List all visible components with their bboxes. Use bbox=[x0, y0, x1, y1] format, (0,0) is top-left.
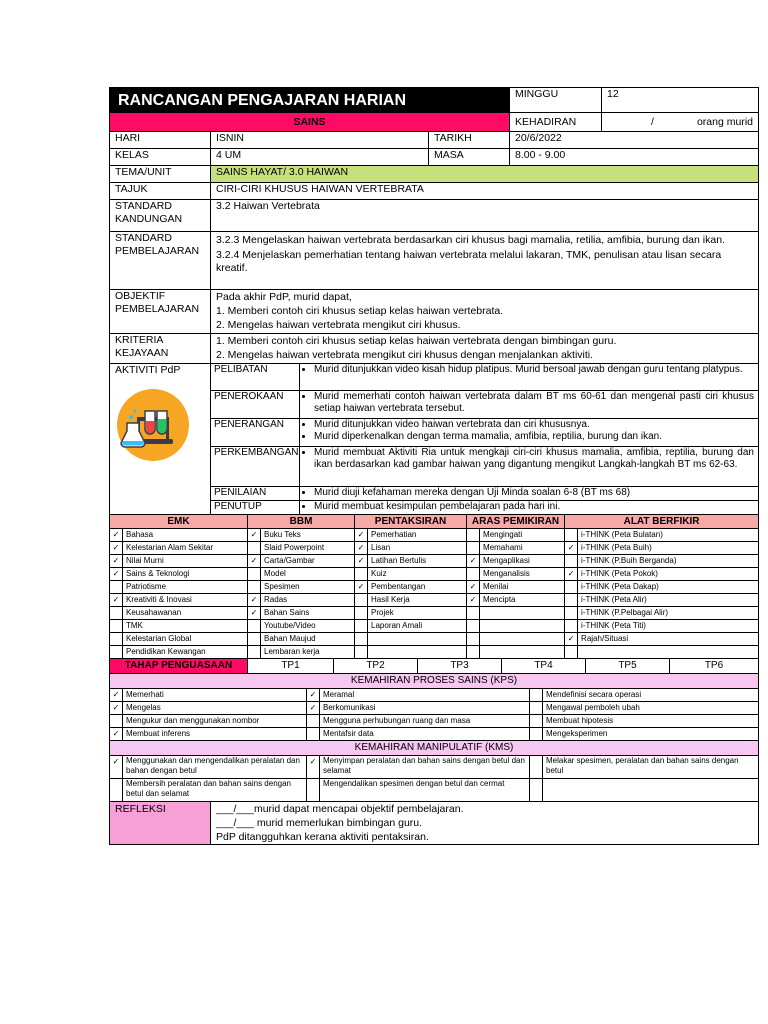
kps-item-label: Mengukur dan menggunakan nombor bbox=[123, 715, 307, 728]
checkmark-icon[interactable]: ✓ bbox=[110, 542, 123, 555]
checkmark-icon[interactable]: ✓ bbox=[307, 702, 320, 715]
tema-value: SAINS HAYAT/ 3.0 HAIWAN bbox=[211, 166, 759, 183]
kms-item-label: Menyimpan peralatan dan bahan sains dengan betul dan selamat bbox=[320, 756, 530, 779]
grid-item-label: Mengaplikasi bbox=[480, 555, 565, 568]
sk-label: STANDARD KANDUNGAN bbox=[110, 200, 211, 232]
penutup-body bbox=[300, 501, 759, 515]
checkmark-icon[interactable] bbox=[110, 607, 123, 620]
checkmark-icon[interactable]: ✓ bbox=[110, 689, 123, 702]
tp-4[interactable]: TP4 bbox=[502, 659, 586, 674]
lesson-plan-sheet bbox=[109, 87, 758, 845]
checkmark-icon[interactable]: ✓ bbox=[467, 594, 480, 607]
checkmark-icon[interactable]: ✓ bbox=[248, 594, 261, 607]
checkmark-icon[interactable] bbox=[307, 728, 320, 741]
checkmark-icon[interactable]: ✓ bbox=[307, 756, 320, 779]
grid-row bbox=[110, 607, 759, 620]
grid-item-label: Spesimen bbox=[261, 581, 355, 594]
grid-header-row bbox=[110, 515, 759, 529]
sk-value: 3.2 Haiwan Vertebrata bbox=[211, 200, 759, 232]
kms-table bbox=[109, 740, 759, 802]
penerokaan-body bbox=[300, 391, 759, 419]
checkmark-icon[interactable]: ✓ bbox=[110, 702, 123, 715]
grid-item-label bbox=[578, 646, 759, 659]
grid-item-label: Kuiz bbox=[368, 568, 467, 581]
grid-row bbox=[110, 581, 759, 594]
pelibatan-label: PELIBATAN bbox=[211, 364, 300, 391]
kps-item-label: Membuat inferens bbox=[123, 728, 307, 741]
kps-item-label: Mendefinisi secara operasi bbox=[543, 689, 759, 702]
grid-item-label: Kelestarian Global bbox=[123, 633, 248, 646]
checkmark-icon[interactable] bbox=[467, 620, 480, 633]
grid-row bbox=[110, 529, 759, 542]
kk-label: KRITERIA KEJAYAAN bbox=[110, 334, 211, 364]
pelibatan-body bbox=[300, 364, 759, 391]
obj-label: OBJEKTIF PEMBELAJARAN bbox=[110, 290, 211, 334]
kps-item-label: Mentafsir data bbox=[320, 728, 530, 741]
checkmark-icon[interactable] bbox=[248, 646, 261, 659]
grid-item-label: Latihan Bertulis bbox=[368, 555, 467, 568]
checkmark-icon[interactable] bbox=[530, 779, 543, 802]
minggu-value: 12 bbox=[602, 88, 759, 113]
checkmark-icon[interactable]: ✓ bbox=[355, 542, 368, 555]
checkmark-icon[interactable]: ✓ bbox=[565, 542, 578, 555]
checkmark-icon[interactable]: ✓ bbox=[248, 607, 261, 620]
checkmark-icon[interactable]: ✓ bbox=[248, 529, 261, 542]
grid-item-label: Bahan Maujud bbox=[261, 633, 355, 646]
grid-item-label: Pemerhatian bbox=[368, 529, 467, 542]
grid-head-pentaksiran: PENTAKSIRAN bbox=[355, 515, 467, 529]
checkmark-icon[interactable] bbox=[565, 620, 578, 633]
grid-item-label: Kelestarian Alam Sekitar bbox=[123, 542, 248, 555]
checkmark-icon[interactable] bbox=[248, 542, 261, 555]
grid-item-label: Bahan Sains bbox=[261, 607, 355, 620]
checkmark-icon[interactable] bbox=[467, 568, 480, 581]
penerangan-label: PENERANGAN bbox=[211, 419, 300, 447]
aktiviti-table bbox=[109, 363, 759, 515]
checkmark-icon[interactable] bbox=[565, 607, 578, 620]
grid-row bbox=[110, 594, 759, 607]
grid-item-label: TMK bbox=[123, 620, 248, 633]
elements-grid bbox=[109, 514, 759, 659]
hari-label: HARI bbox=[110, 132, 211, 149]
checkmark-icon[interactable] bbox=[530, 715, 543, 728]
kms-item-label: Mengendalikan spesimen dengan betul dan cermat bbox=[320, 779, 530, 802]
grid-item-label: Lembaran kerja bbox=[261, 646, 355, 659]
grid-item-label: Sains & Teknologi bbox=[123, 568, 248, 581]
checkmark-icon[interactable]: ✓ bbox=[110, 594, 123, 607]
sp-line-1: 3.2.3 Mengelaskan haiwan vertebrata berdasarkan ciri khusus bagi mamalia, retilia, amfibia, burung dan ikan. bbox=[216, 234, 725, 246]
checkmark-icon[interactable] bbox=[530, 728, 543, 741]
tajuk-value: CIRI-CIRI KHUSUS HAIWAN VERTEBRATA bbox=[211, 183, 759, 200]
checkmark-icon[interactable] bbox=[565, 581, 578, 594]
checkmark-icon[interactable] bbox=[248, 568, 261, 581]
refleksi-line-1: ___/___murid dapat mencapai objektif pembelajaran. bbox=[216, 803, 464, 815]
page-title: RANCANGAN PENGAJARAN HARIAN bbox=[110, 88, 510, 113]
grid-item-label bbox=[480, 646, 565, 659]
checkmark-icon[interactable] bbox=[355, 607, 368, 620]
grid-item-label: i-THINK (Peta Titi) bbox=[578, 620, 759, 633]
kehadiran-value bbox=[602, 113, 759, 132]
grid-item-label: Memahami bbox=[480, 542, 565, 555]
grid-head-alat: ALAT BERFIKIR bbox=[565, 515, 759, 529]
grid-item-label bbox=[368, 646, 467, 659]
hari-value: ISNIN bbox=[211, 132, 429, 149]
kps-row bbox=[110, 715, 759, 728]
masa-label: MASA bbox=[429, 149, 510, 166]
science-icon-wrap bbox=[115, 377, 205, 463]
checkmark-icon[interactable] bbox=[467, 607, 480, 620]
kps-title: KEMAHIRAN PROSES SAINS (KPS) bbox=[110, 674, 759, 689]
grid-item-label: Lisan bbox=[368, 542, 467, 555]
subject-banner: SAINS bbox=[110, 113, 510, 132]
penilaian-item: • Murid diuji kefahaman mereka dengan Uji Minda soalan 6-8 (BT ms 68) bbox=[314, 487, 754, 499]
tp-3[interactable]: TP3 bbox=[418, 659, 502, 674]
kehadiran-label: KEHADIRAN bbox=[510, 113, 602, 132]
checkmark-icon[interactable] bbox=[110, 715, 123, 728]
aktiviti-label: AKTIVITI PdP bbox=[115, 364, 181, 376]
grid-item-label: Hasil Kerja bbox=[368, 594, 467, 607]
grid-row bbox=[110, 568, 759, 581]
checkmark-icon[interactable] bbox=[248, 581, 261, 594]
grid-item-label: Youtube/Video bbox=[261, 620, 355, 633]
checkmark-icon[interactable] bbox=[110, 779, 123, 802]
grid-item-label: Mengingati bbox=[480, 529, 565, 542]
checkmark-icon[interactable]: ✓ bbox=[248, 555, 261, 568]
grid-item-label: Slaid Powerpoint bbox=[261, 542, 355, 555]
grid-head-bbm: BBM bbox=[248, 515, 355, 529]
grid-row bbox=[110, 620, 759, 633]
kps-item-label: Membuat hipotesis bbox=[543, 715, 759, 728]
grid-item-label: Bahasa bbox=[123, 529, 248, 542]
checkmark-icon[interactable] bbox=[565, 646, 578, 659]
header-table bbox=[109, 87, 759, 132]
checkmark-icon[interactable] bbox=[248, 620, 261, 633]
checkmark-icon[interactable] bbox=[467, 529, 480, 542]
kms-item-label bbox=[543, 779, 759, 802]
kps-item-label: Mengelas bbox=[123, 702, 307, 715]
grid-item-label: i-THINK (Peta Alir) bbox=[578, 594, 759, 607]
grid-item-label bbox=[480, 620, 565, 633]
grid-item-label bbox=[368, 633, 467, 646]
refleksi-body bbox=[211, 802, 759, 845]
kms-item-label: Membersih peralatan dan bahan sains dengan betul dan selamat bbox=[123, 779, 307, 802]
kps-body bbox=[110, 689, 759, 741]
kps-table bbox=[109, 673, 759, 741]
obj-line-2: 1. Memberi contoh ciri khusus setiap kelas haiwan vertebrata. bbox=[216, 305, 504, 317]
penilaian-label: PENILAIAN bbox=[211, 487, 300, 501]
grid-item-label: i-THINK (P.Buih Berganda) bbox=[578, 555, 759, 568]
grid-item-label: Projek bbox=[368, 607, 467, 620]
kehadiran-suffix: orang murid bbox=[696, 116, 753, 128]
kps-item-label: Meramal bbox=[320, 689, 530, 702]
refleksi-table bbox=[109, 801, 759, 845]
grid-item-label bbox=[480, 607, 565, 620]
checkmark-icon[interactable] bbox=[355, 633, 368, 646]
perkembangan-item: • Murid membuat Aktiviti Ria untuk mengkaji ciri-ciri khusus mamalia, amfibia, reptilia, burung dan ikan berdasarkan kad gambar haiwan yang digantung mengikut Langkah-langkah BT ms 62-63. bbox=[314, 447, 754, 471]
grid-item-label: Rajah/Situasi bbox=[578, 633, 759, 646]
grid-item-label: i-THINK (Peta Dakap) bbox=[578, 581, 759, 594]
minggu-label: MINGGU bbox=[510, 88, 602, 113]
grid-item-label: i-THINK (Peta Pokok) bbox=[578, 568, 759, 581]
kms-row bbox=[110, 779, 759, 802]
grid-item-label: Buku Teks bbox=[261, 529, 355, 542]
checkmark-icon[interactable]: ✓ bbox=[565, 633, 578, 646]
grid-item-label: Radas bbox=[261, 594, 355, 607]
penerangan-item-2: • Murid diperkenalkan dengan terma mamalia, amfibia, reptilia, burung dan ikan. bbox=[314, 431, 754, 443]
grid-row bbox=[110, 555, 759, 568]
tarikh-value: 20/6/2022 bbox=[510, 132, 759, 149]
checkmark-icon[interactable]: ✓ bbox=[110, 555, 123, 568]
grid-item-label: i-THINK (Peta Bulatan) bbox=[578, 529, 759, 542]
grid-head-aras: ARAS PEMIKIRAN bbox=[467, 515, 565, 529]
grid-item-label: Pembentangan bbox=[368, 581, 467, 594]
kps-row bbox=[110, 689, 759, 702]
kk-line-1: 1. Memberi contoh ciri khusus setiap kelas haiwan vertebrata dengan bimbingan guru. bbox=[216, 335, 617, 347]
refleksi-line-3: PdP ditangguhkan kerana aktiviti pentaksiran. bbox=[216, 831, 429, 843]
penutup-label: PENUTUP bbox=[211, 501, 300, 515]
aktiviti-cell bbox=[110, 364, 211, 515]
checkmark-icon[interactable] bbox=[355, 594, 368, 607]
grid-item-label: i-THINK (P.Pelbagai Alir) bbox=[578, 607, 759, 620]
checkmark-icon[interactable] bbox=[110, 620, 123, 633]
penerokaan-item: • Murid memerhati contoh haiwan vertebrata dalam BT ms 60-61 dan mengenal pasti ciri khusus setiap haiwan vertebrata tersebut. bbox=[314, 391, 754, 415]
checkmark-icon[interactable] bbox=[355, 568, 368, 581]
penutup-item: • Murid membuat kesimpulan pembelajaran pada hari ini. bbox=[314, 501, 754, 513]
kps-row bbox=[110, 702, 759, 715]
checkmark-icon[interactable] bbox=[248, 633, 261, 646]
grid-row bbox=[110, 646, 759, 659]
checkmark-icon[interactable] bbox=[307, 715, 320, 728]
tarikh-label: TARIKH bbox=[429, 132, 510, 149]
tp-label: TAHAP PENGUASAAN bbox=[110, 659, 248, 674]
grid-item-label: Keusahawanan bbox=[123, 607, 248, 620]
obj-line-1: Pada akhir PdP, murid dapat, bbox=[216, 291, 352, 303]
kms-item-label: Menggunakan dan mengendalikan peralatan dan bahan dengan betul bbox=[123, 756, 307, 779]
grid-item-label: Model bbox=[261, 568, 355, 581]
tp-2[interactable]: TP2 bbox=[334, 659, 418, 674]
sp-label: STANDARD PEMBELAJARAN bbox=[110, 232, 211, 290]
checkmark-icon[interactable]: ✓ bbox=[467, 581, 480, 594]
checkmark-icon[interactable] bbox=[467, 646, 480, 659]
sp-value bbox=[211, 232, 759, 290]
grid-item-label: Kreativiti & Inovasi bbox=[123, 594, 248, 607]
pelibatan-item: • Murid ditunjukkan video kisah hidup platipus. Murid bersoal jawab dengan guru tentang platypus. bbox=[314, 364, 754, 376]
checkmark-icon[interactable] bbox=[565, 594, 578, 607]
grid-item-label: Menganalisis bbox=[480, 568, 565, 581]
grid-row bbox=[110, 633, 759, 646]
checkmark-icon[interactable]: ✓ bbox=[110, 529, 123, 542]
obj-line-3: 2. Mengelas haiwan vertebrata mengikut ciri khusus. bbox=[216, 319, 461, 331]
penerokaan-label: PENEROKAAN bbox=[211, 391, 300, 419]
checkmark-icon[interactable] bbox=[110, 633, 123, 646]
sp-line-2: 3.2.4 Menjelaskan pemerhatian tentang haiwan vertebrata melalui lakaran, TMK, penulisan atau lisan secara kreatif. bbox=[216, 249, 722, 274]
masa-value: 8.00 - 9.00 bbox=[510, 149, 759, 166]
kk-value bbox=[211, 334, 759, 364]
science-lab-flasks-icon bbox=[115, 387, 191, 463]
checkmark-icon[interactable]: ✓ bbox=[355, 555, 368, 568]
kelas-value: 4 UM bbox=[211, 149, 429, 166]
grid-row bbox=[110, 542, 759, 555]
checkmark-icon[interactable]: ✓ bbox=[565, 568, 578, 581]
checkmark-icon[interactable] bbox=[110, 646, 123, 659]
penilaian-body bbox=[300, 487, 759, 501]
refleksi-line-2: ___/___ murid memerlukan bimbingan guru. bbox=[216, 817, 423, 829]
penerangan-item-1: • Murid ditunjukkan video haiwan vertebrata dan ciri khususnya. bbox=[314, 419, 754, 431]
kms-item-label: Melakar spesimen, peralatan dan bahan sains dengan betul bbox=[543, 756, 759, 779]
kms-body bbox=[110, 756, 759, 802]
checkmark-icon[interactable] bbox=[355, 620, 368, 633]
checkmark-icon[interactable] bbox=[355, 646, 368, 659]
grid-item-label: Patriotisme bbox=[123, 581, 248, 594]
grid-item-label: Nilai Murni bbox=[123, 555, 248, 568]
checkmark-icon[interactable]: ✓ bbox=[110, 728, 123, 741]
checkmark-icon[interactable] bbox=[530, 702, 543, 715]
checkmark-icon[interactable] bbox=[467, 542, 480, 555]
checkmark-icon[interactable] bbox=[110, 581, 123, 594]
perkembangan-label: PERKEMBANGAN bbox=[211, 447, 300, 487]
tp-5[interactable]: TP5 bbox=[586, 659, 670, 674]
checkmark-icon[interactable] bbox=[307, 779, 320, 802]
kps-item-label: Mengawal pemboleh ubah bbox=[543, 702, 759, 715]
info-table bbox=[109, 131, 759, 364]
grid-item-label: Laporan Amali bbox=[368, 620, 467, 633]
checkmark-icon[interactable]: ✓ bbox=[467, 555, 480, 568]
obj-value bbox=[211, 290, 759, 334]
checkmark-icon[interactable] bbox=[565, 529, 578, 542]
penerangan-body bbox=[300, 419, 759, 447]
tp-6[interactable]: TP6 bbox=[670, 659, 759, 674]
grid-item-label: i-THINK (Peta Buih) bbox=[578, 542, 759, 555]
kps-item-label: Mengeksperimen bbox=[543, 728, 759, 741]
kelas-label: KELAS bbox=[110, 149, 211, 166]
kps-item-label: Berkomunikasi bbox=[320, 702, 530, 715]
kms-title: KEMAHIRAN MANIPULATIF (KMS) bbox=[110, 741, 759, 756]
grid-item-label: Menilai bbox=[480, 581, 565, 594]
checkmark-icon[interactable] bbox=[530, 689, 543, 702]
tp-table bbox=[109, 658, 759, 674]
grid-item-label: Pendidikan Kewangan bbox=[123, 646, 248, 659]
grid-head-emk: EMK bbox=[110, 515, 248, 529]
perkembangan-body bbox=[300, 447, 759, 487]
checkmark-icon[interactable]: ✓ bbox=[307, 689, 320, 702]
tema-label: TEMA/UNIT bbox=[110, 166, 211, 183]
grid-item-label: Carta/Gambar bbox=[261, 555, 355, 568]
tp-1[interactable]: TP1 bbox=[248, 659, 334, 674]
refleksi-label: REFLEKSI bbox=[110, 802, 211, 845]
grid-item-label bbox=[480, 633, 565, 646]
kps-item-label: Mengguna perhubungan ruang dan masa bbox=[320, 715, 530, 728]
checkmark-icon[interactable]: ✓ bbox=[110, 568, 123, 581]
checkmark-icon[interactable] bbox=[530, 756, 543, 779]
checkmark-icon[interactable] bbox=[467, 633, 480, 646]
kps-item-label: Memerhati bbox=[123, 689, 307, 702]
checkmark-icon[interactable]: ✓ bbox=[110, 756, 123, 779]
checkmark-icon[interactable]: ✓ bbox=[355, 581, 368, 594]
tajuk-label: TAJUK bbox=[110, 183, 211, 200]
kps-row bbox=[110, 728, 759, 741]
checkmark-icon[interactable]: ✓ bbox=[355, 529, 368, 542]
grid-item-label: Mencipta bbox=[480, 594, 565, 607]
checkmark-icon[interactable] bbox=[565, 555, 578, 568]
grid-body bbox=[110, 529, 759, 659]
kms-row bbox=[110, 756, 759, 779]
kehadiran-slash: / bbox=[651, 116, 654, 128]
kk-line-2: 2. Mengelas haiwan vertebrata mengikut ciri khusus dengan menjalankan aktiviti. bbox=[216, 349, 594, 361]
